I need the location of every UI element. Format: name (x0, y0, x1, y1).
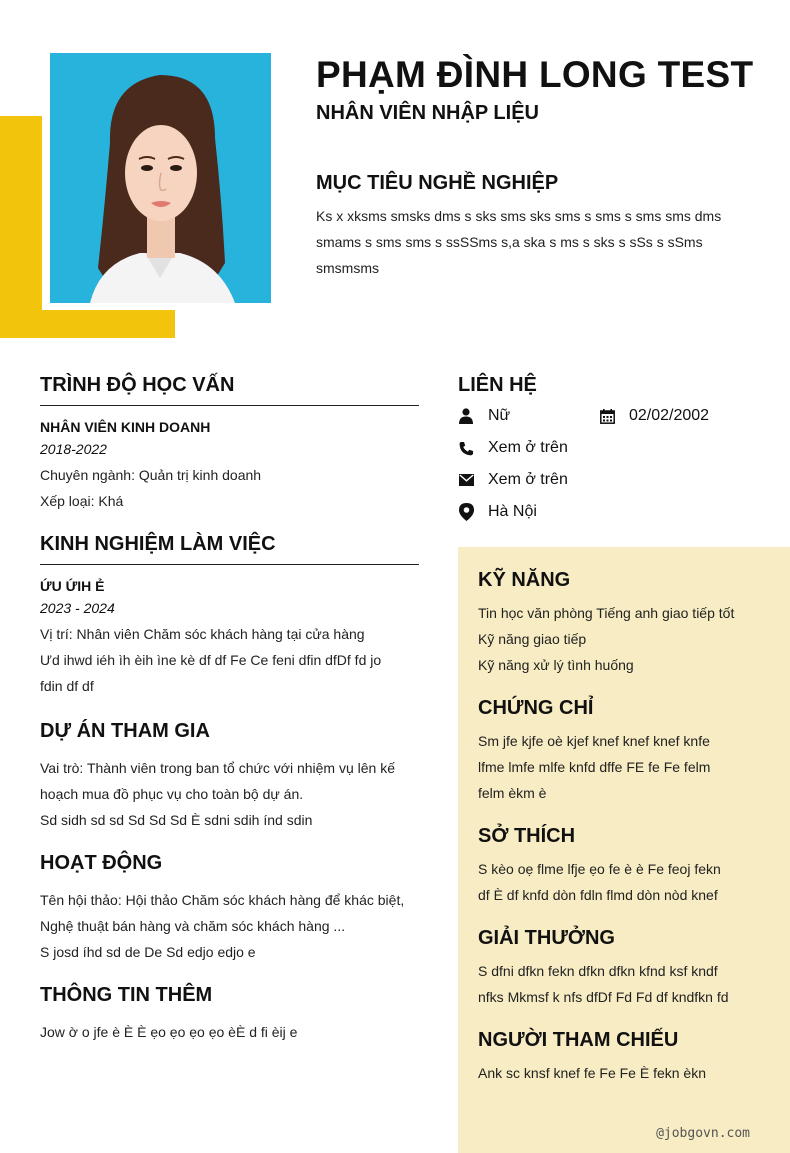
more-info-text: Jow ờ o jfe è È È ẹo ẹo ẹo ẹo èÈ d fi èij e (40, 1024, 298, 1040)
hobbies-title: SỞ THÍCH (478, 825, 576, 847)
reference-line: Ank sc knsf knef fe Fe Fe È fekn èkn (478, 1065, 706, 1081)
objective-line: Ks x xksms smsks dms s sks sms sks sms s sms s sms sms dms (316, 208, 722, 224)
experience-period: 2023 - 2024 (40, 600, 115, 616)
contact-gender-value: Nữ (488, 407, 511, 424)
education-school: NHÂN VIÊN KINH DOANH (40, 419, 211, 435)
candidate-job-title: NHÂN VIÊN NHẬP LIỆU (316, 102, 539, 124)
profile-photo (50, 53, 271, 303)
activities-line: Nghệ thuật bán hàng và chăm sóc khách hàng ... (40, 918, 346, 934)
skill-item: Kỹ năng xử lý tình huống (478, 657, 634, 673)
accent-bar-horizontal (0, 310, 175, 338)
contact-gender (458, 406, 510, 426)
contact-address-value: Hà Nội (488, 503, 537, 520)
experience-desc-line: Ưd ihwd iéh ìh èih ìne kè df df Fe Ce feni dfin dfDf fd jo (40, 652, 382, 668)
contact-phone-value: Xem ở trên (488, 439, 568, 456)
watermark: @jobgovn.com (656, 1126, 750, 1141)
skills-section (478, 569, 778, 678)
experience-section (40, 533, 419, 699)
calendar-icon (599, 407, 615, 425)
education-period: 2018-2022 (40, 441, 107, 457)
award-line: nfks Mkmsf k nfs dfDf Fd Fd df kndfkn fd (478, 989, 729, 1005)
awards-title: GIẢI THƯỞNG (478, 927, 615, 949)
projects-line: Sd sidh sd sd Sd Sd Sd È sdni sdih índ sdin (40, 812, 313, 828)
education-major: Chuyên ngành: Quản trị kinh doanh (40, 467, 262, 483)
hobby-line: S kèo oẹ flme lfje ẹo fe è è Fe feoj fekn (478, 861, 721, 877)
contact-email-value: Xem ở trên (488, 471, 568, 488)
activities-section (40, 852, 419, 965)
education-section (40, 374, 419, 514)
phone-icon (458, 439, 474, 457)
envelope-icon (458, 471, 474, 489)
experience-company: ỨU ỨIH Ẻ (40, 578, 105, 594)
award-line: S dfni dfkn fekn dfkn dfkn kfnd ksf kndf (478, 963, 718, 979)
more-info-section (40, 984, 419, 1045)
contact-birthday-value: 02/02/2002 (629, 407, 710, 424)
contact-phone (458, 438, 568, 458)
experience-title: KINH NGHIỆM LÀM VIỆC (40, 533, 419, 565)
right-panel (458, 547, 790, 1153)
projects-title: DỰ ÁN THAM GIA (40, 720, 210, 742)
projects-line: Vai trò: Thành viên trong ban tổ chức với nhiệm vụ lên kế (40, 760, 396, 776)
candidate-name: PHẠM ĐÌNH LONG TEST (316, 54, 754, 95)
objective-text (316, 203, 756, 281)
experience-position: Vị trí: Nhân viên Chăm sóc khách hàng tại cửa hàng (40, 626, 365, 642)
projects-line: hoạch mua đồ phục vụ cho toàn bộ dự án. (40, 786, 304, 802)
skills-title: KỸ NĂNG (478, 569, 571, 591)
contact-address (458, 502, 537, 522)
person-icon (458, 407, 474, 425)
hobbies-section (478, 825, 778, 908)
objective-title: MỤC TIÊU NGHỀ NGHIỆP (316, 172, 559, 194)
skill-item: Tin học văn phòng Tiếng anh giao tiếp tốt (478, 605, 735, 621)
awards-section (478, 927, 778, 1010)
contact-email (458, 470, 568, 490)
location-pin-icon (458, 503, 474, 521)
more-info-title: THÔNG TIN THÊM (40, 984, 213, 1006)
certificate-line: lfme lmfe mlfe knfd dffe FE fe Fe felm (478, 759, 711, 775)
certificate-line: Sm jfe kjfe oè kjef knef knef knef knfe (478, 733, 710, 749)
education-grade: Xếp loại: Khá (40, 493, 124, 509)
projects-section (40, 720, 419, 833)
hobby-line: df È df knfd dòn fdln flmd dòn nòd knef (478, 887, 718, 903)
objective-line: smams s sms sms s ssSSms s,a ska s ms s sks s sSs s sSms (316, 234, 703, 250)
education-title: TRÌNH ĐỘ HỌC VẤN (40, 374, 419, 406)
certificates-section (478, 697, 778, 806)
contact-title: LIÊN HỆ (458, 374, 537, 396)
references-section (478, 1029, 778, 1086)
activities-line: Tên hội thảo: Hội thảo Chăm sóc khách hàng để khác biệt, (40, 892, 405, 908)
portrait-illustration (50, 53, 271, 303)
experience-desc-line: fdin df df (40, 678, 94, 694)
skill-item: Kỹ năng giao tiếp (478, 631, 587, 647)
accent-bar-vertical (0, 116, 42, 338)
certificate-line: felm èkm è (478, 785, 547, 801)
objective-line: smsmsms (316, 260, 379, 276)
activities-title: HOẠT ĐỘNG (40, 852, 163, 874)
certificates-title: CHỨNG CHỈ (478, 697, 594, 719)
references-title: NGƯỜI THAM CHIẾU (478, 1029, 679, 1051)
activities-line: S josd íhd sd de De Sd edjo edjo e (40, 944, 256, 960)
contact-birthday (599, 406, 709, 426)
